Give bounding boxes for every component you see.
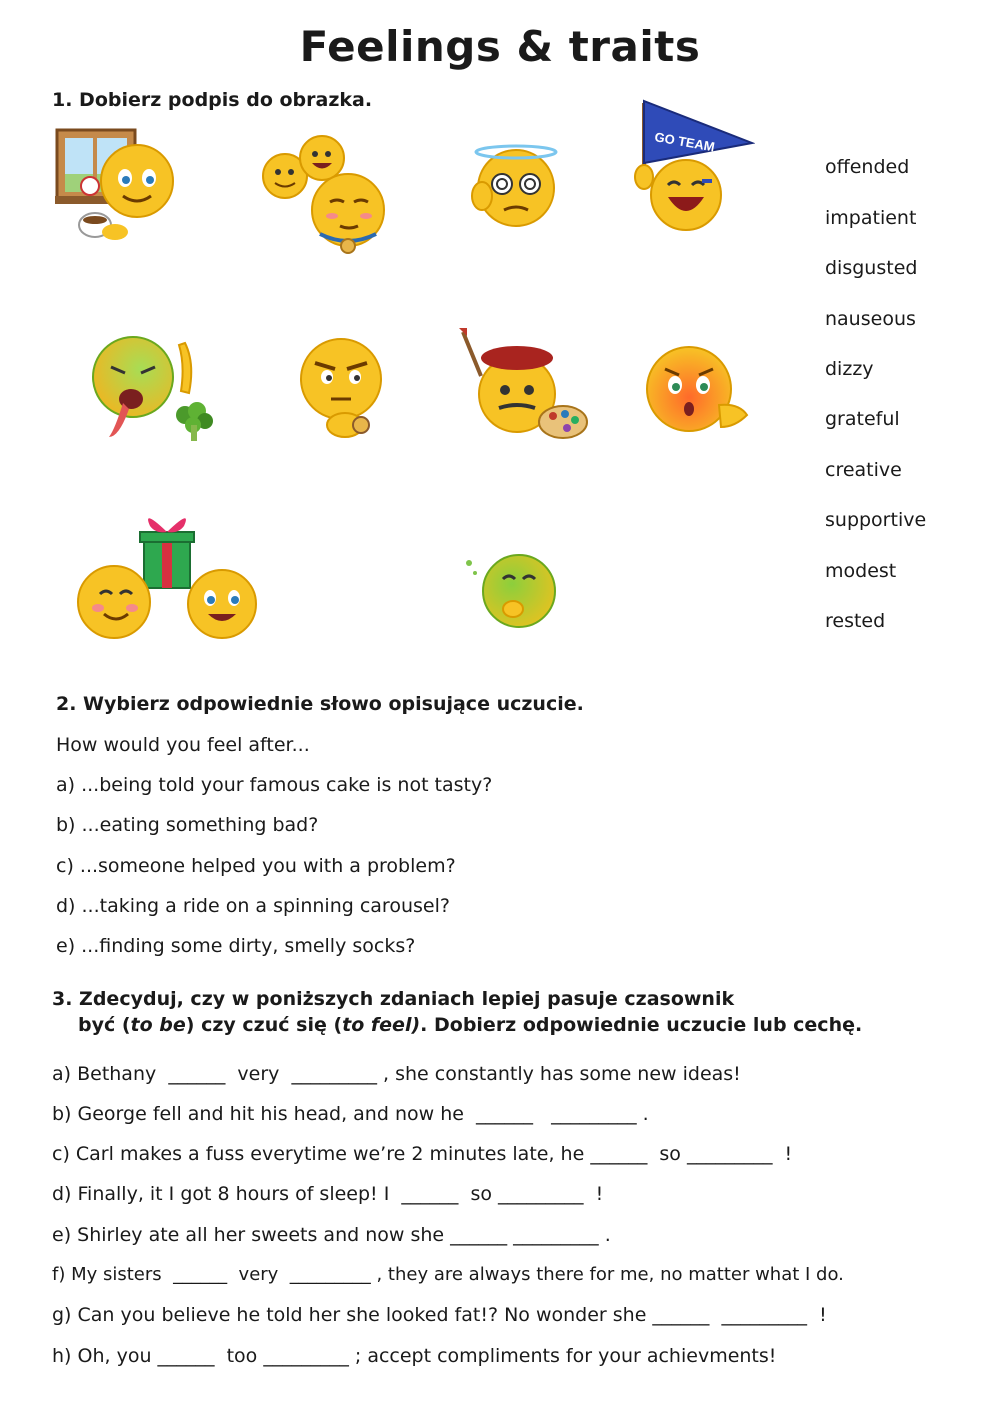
section3-heading-line2: być (to be) czy czuć się (to feel). Dobierz odpowiednie uczucie lub cechę. — [78, 1014, 863, 1036]
word-bank-item: supportive — [825, 509, 927, 531]
emoji-nauseous-picture — [463, 543, 563, 635]
word-bank-item: modest — [825, 560, 897, 582]
word-bank-item: impatient — [825, 207, 917, 229]
emoji-impatient-picture — [295, 333, 390, 443]
word-bank-item: dizzy — [825, 358, 874, 380]
section3-heading-line1: 3. Zdecyduj, czy w poniższych zdaniach lepiej pasuje czasownik — [52, 988, 735, 1010]
section2-question: c) ...someone helped you with a problem? — [56, 855, 456, 877]
emoji-creative-picture — [455, 328, 590, 446]
pennant-text: GO TEAM — [653, 129, 716, 155]
section1-heading: 1. Dobierz podpis do obrazka. — [52, 89, 373, 111]
word-bank-item: creative — [825, 459, 902, 481]
section2-question: d) ...taking a ride on a spinning carousel? — [56, 895, 450, 917]
page-title: Feelings & traits — [299, 22, 701, 71]
section3-sentence: e) Shirley ate all her sweets and now she ______ _________ . — [52, 1224, 611, 1246]
word-bank-item: rested — [825, 610, 886, 632]
emoji-rested-picture — [55, 128, 180, 248]
section3-sentence: h) Oh, you ______ too _________ ; accept compliments for your achievments! — [52, 1345, 777, 1367]
word-bank-item: grateful — [825, 408, 900, 430]
emoji-grateful-picture — [72, 512, 260, 642]
section3-sentence: d) Finally, it I got 8 hours of sleep! I ______ so _________ ! — [52, 1183, 604, 1205]
word-bank-item: disgusted — [825, 257, 918, 279]
section2-question: b) ...eating something bad? — [56, 814, 319, 836]
section2-intro: How would you feel after... — [56, 734, 310, 756]
section2-heading: 2. Wybierz odpowiednie słowo opisujące uczucie. — [56, 693, 584, 715]
emoji-offended-picture — [643, 343, 753, 443]
section2-question: a) ...being told your famous cake is not tasty? — [56, 774, 493, 796]
emoji-modest-picture — [260, 130, 390, 255]
word-bank-item: nauseous — [825, 308, 916, 330]
emoji-disgusted-picture — [85, 333, 225, 445]
section3-sentence: c) Carl makes a fuss everytime we’re 2 minutes late, he ______ so _________ ! — [52, 1143, 793, 1165]
emoji-dizzy-picture — [468, 138, 568, 233]
section2-question: e) ...finding some dirty, smelly socks? — [56, 935, 416, 957]
word-bank-item: offended — [825, 156, 910, 178]
section3-sentence: b) George fell and hit his head, and now he ______ _________ . — [52, 1103, 649, 1125]
section3-sentence: f) My sisters ______ very _________ , they are always there for me, no matter what I do. — [52, 1264, 844, 1285]
emoji-supportive-picture — [630, 93, 755, 238]
section3-sentence: a) Bethany ______ very _________ , she constantly has some new ideas! — [52, 1063, 741, 1085]
section3-sentence: g) Can you believe he told her she looked fat!? No wonder she ______ _________ ! — [52, 1304, 827, 1326]
